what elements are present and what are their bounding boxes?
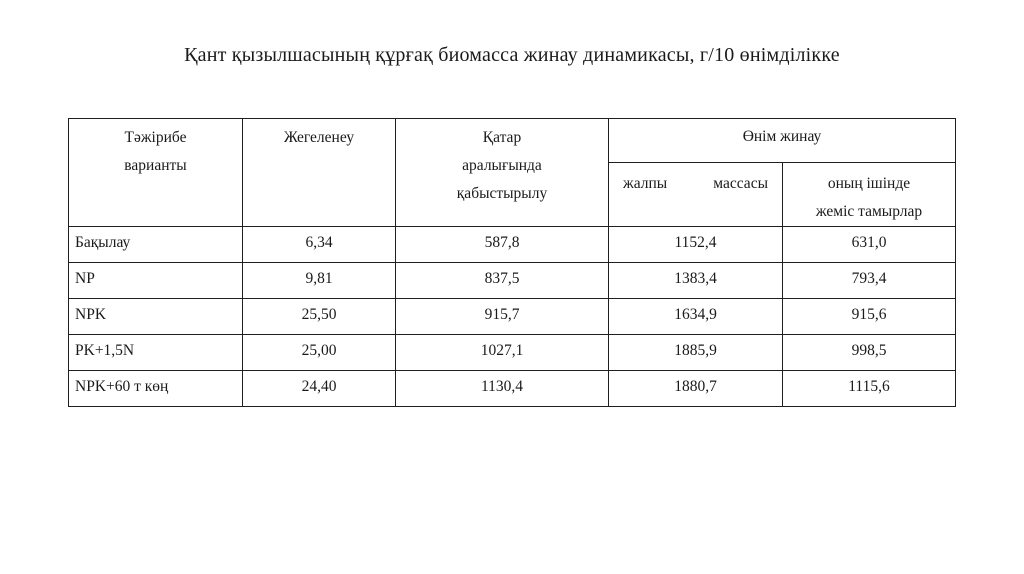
cell-inter-row: 1027,1 [396,335,609,371]
table-row [69,335,956,371]
cell-variant: NPK+60 т көң [69,371,243,407]
cell-germination: 24,40 [243,371,396,407]
cell-inter-row: 837,5 [396,263,609,299]
cell-total-mass: 1634,9 [609,299,783,335]
cell-germination: 9,81 [243,263,396,299]
table-row [69,263,956,299]
cell-root-mass: 915,6 [783,299,956,335]
cell-variant: NP [69,263,243,299]
header-root-mass-line2: жеміс тамырлар [815,203,923,220]
header-germination: Жегеленеу [243,119,396,227]
cell-germination: 25,00 [243,335,396,371]
table-row [69,299,956,335]
cell-root-mass: 998,5 [783,335,956,371]
header-total-mass-words [609,170,782,198]
header-inter-row-line1: Қатар [482,129,522,146]
cell-variant: Бақылау [69,227,243,263]
cell-inter-row: 1130,4 [396,371,609,407]
cell-variant: PK+1,5N [69,335,243,371]
table-row [69,371,956,407]
cell-total-mass: 1152,4 [609,227,783,263]
cell-root-mass: 793,4 [783,263,956,299]
header-row-top [69,119,956,163]
page-title: Қант қызылшасының құрғақ биомасса жинау динамикасы, г/10 өнімділікке [184,44,840,66]
cell-inter-row: 915,7 [396,299,609,335]
header-root-mass [783,163,956,227]
header-inter-row [396,119,609,227]
cell-germination: 25,50 [243,299,396,335]
table-header [69,119,956,227]
cell-germination: 6,34 [243,227,396,263]
cell-variant: NPK [69,299,243,335]
header-root-mass-line1: оның ішінде [827,175,911,192]
cell-root-mass: 1115,6 [783,371,956,407]
biomass-table [68,118,956,407]
cell-total-mass: 1383,4 [609,263,783,299]
header-inter-row-line3: қабыстырылу [456,185,548,202]
header-total-mass-word2: массасы [713,175,768,192]
header-total-mass [609,163,783,227]
header-variant-line1: Тәжірибе [124,129,187,146]
header-variant-line2: варианты [124,157,187,174]
header-inter-row-line2: аралығында [462,157,542,174]
table-body [69,227,956,407]
header-harvest: Өнім жинау [609,119,956,163]
header-total-mass-word1: жалпы [623,175,668,192]
cell-inter-row: 587,8 [396,227,609,263]
header-variant [69,119,243,227]
table-row [69,227,956,263]
cell-total-mass: 1885,9 [609,335,783,371]
cell-total-mass: 1880,7 [609,371,783,407]
cell-root-mass: 631,0 [783,227,956,263]
